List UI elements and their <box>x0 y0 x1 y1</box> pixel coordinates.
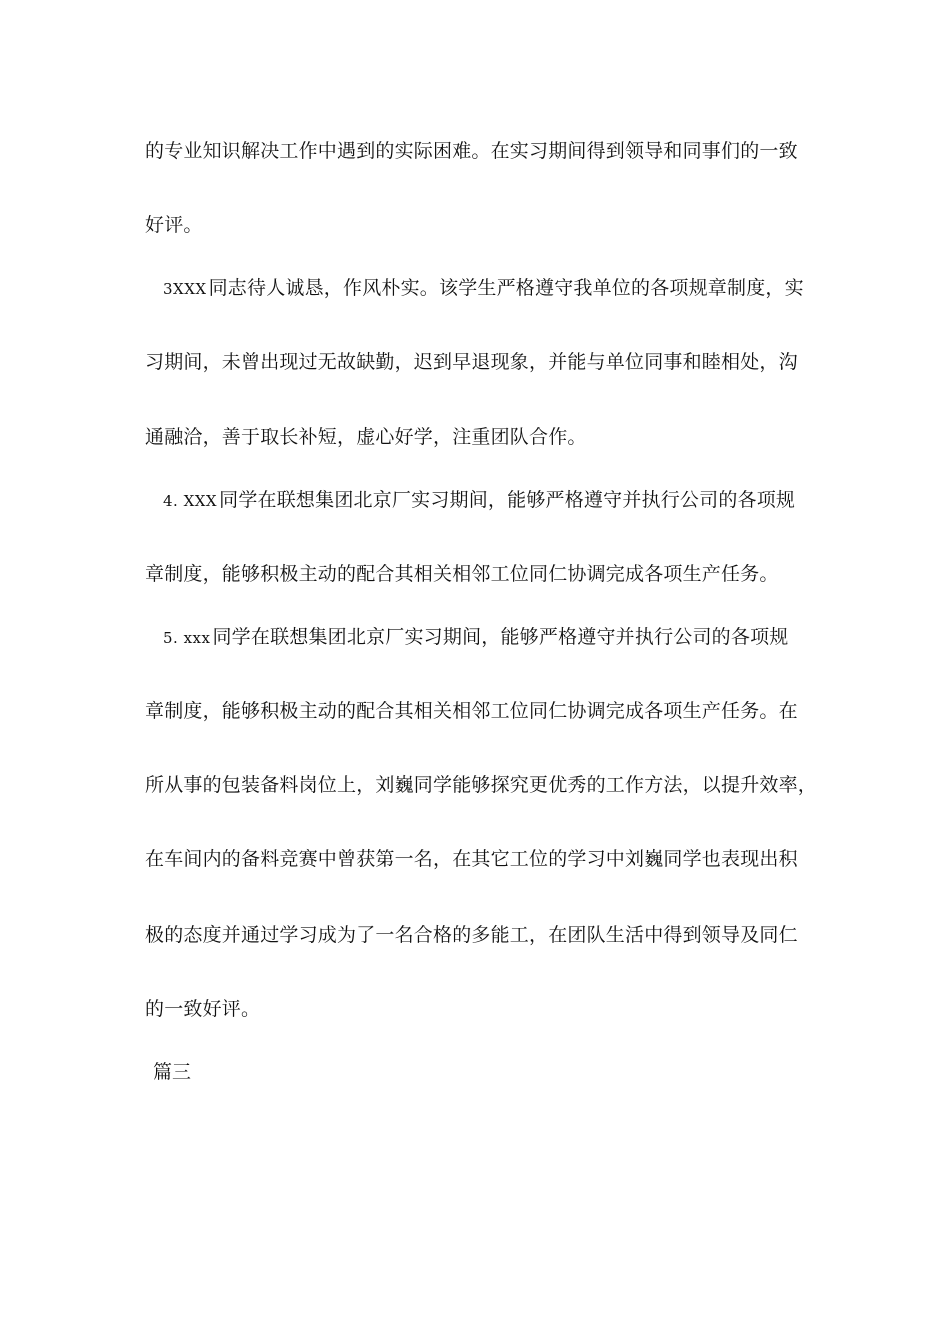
item-4-line-2: 章制度，能够积极主动的配合其相关相邻工位同仁协调完成各项生产任务。 <box>145 563 779 585</box>
item-5-line-4: 在车间内的备料竞赛中曾获第一名，在其它工位的学习中刘巍同学也表现出积 <box>145 848 798 870</box>
item-4-text: 同学在联想集团北京厂实习期间，能够严格遵守并执行公司的各项规 <box>219 489 796 511</box>
item-5-line-1 <box>163 625 788 650</box>
item-4-number: 4. XXX <box>163 492 218 510</box>
item-5-number: 5. xxx <box>163 629 211 647</box>
item-5-line-2: 章制度，能够积极主动的配合其相关相邻工位同仁协调完成各项生产任务。在 <box>145 700 798 722</box>
item-3-line-2: 习期间，未曾出现过无故缺勤，迟到早退现象，并能与单位同事和睦相处，沟 <box>145 351 798 373</box>
item-4-line-1 <box>163 488 795 513</box>
item-5-line-3: 所从事的包装备料岗位上，刘巍同学能够探究更优秀的工作方法，以提升效率， <box>145 774 818 796</box>
item-3-line-1 <box>163 276 804 301</box>
item-3-number: 3XXX <box>163 280 207 298</box>
item-5-line-6: 的一致好评。 <box>145 998 261 1020</box>
item-5-text: 同学在联想集团北京厂实习期间，能够严格遵守并执行公司的各项规 <box>212 626 789 648</box>
item-3-text: 同志待人诚恳，作风朴实。该学生严格遵守我单位的各项规章制度，实 <box>208 277 804 299</box>
item-5-line-5: 极的态度并通过学习成为了一名合格的多能工，在团队生活中得到领导及同仁 <box>145 924 798 946</box>
item-3-line-3: 通融洽，善于取长补短，虚心好学，注重团队合作。 <box>145 426 587 448</box>
section-heading: 篇三 <box>153 1061 192 1083</box>
paragraph-line-1: 的专业知识解决工作中遇到的实际困难。在实习期间得到领导和同事们的一致 <box>145 140 798 162</box>
paragraph-line-2: 好评。 <box>145 214 203 236</box>
